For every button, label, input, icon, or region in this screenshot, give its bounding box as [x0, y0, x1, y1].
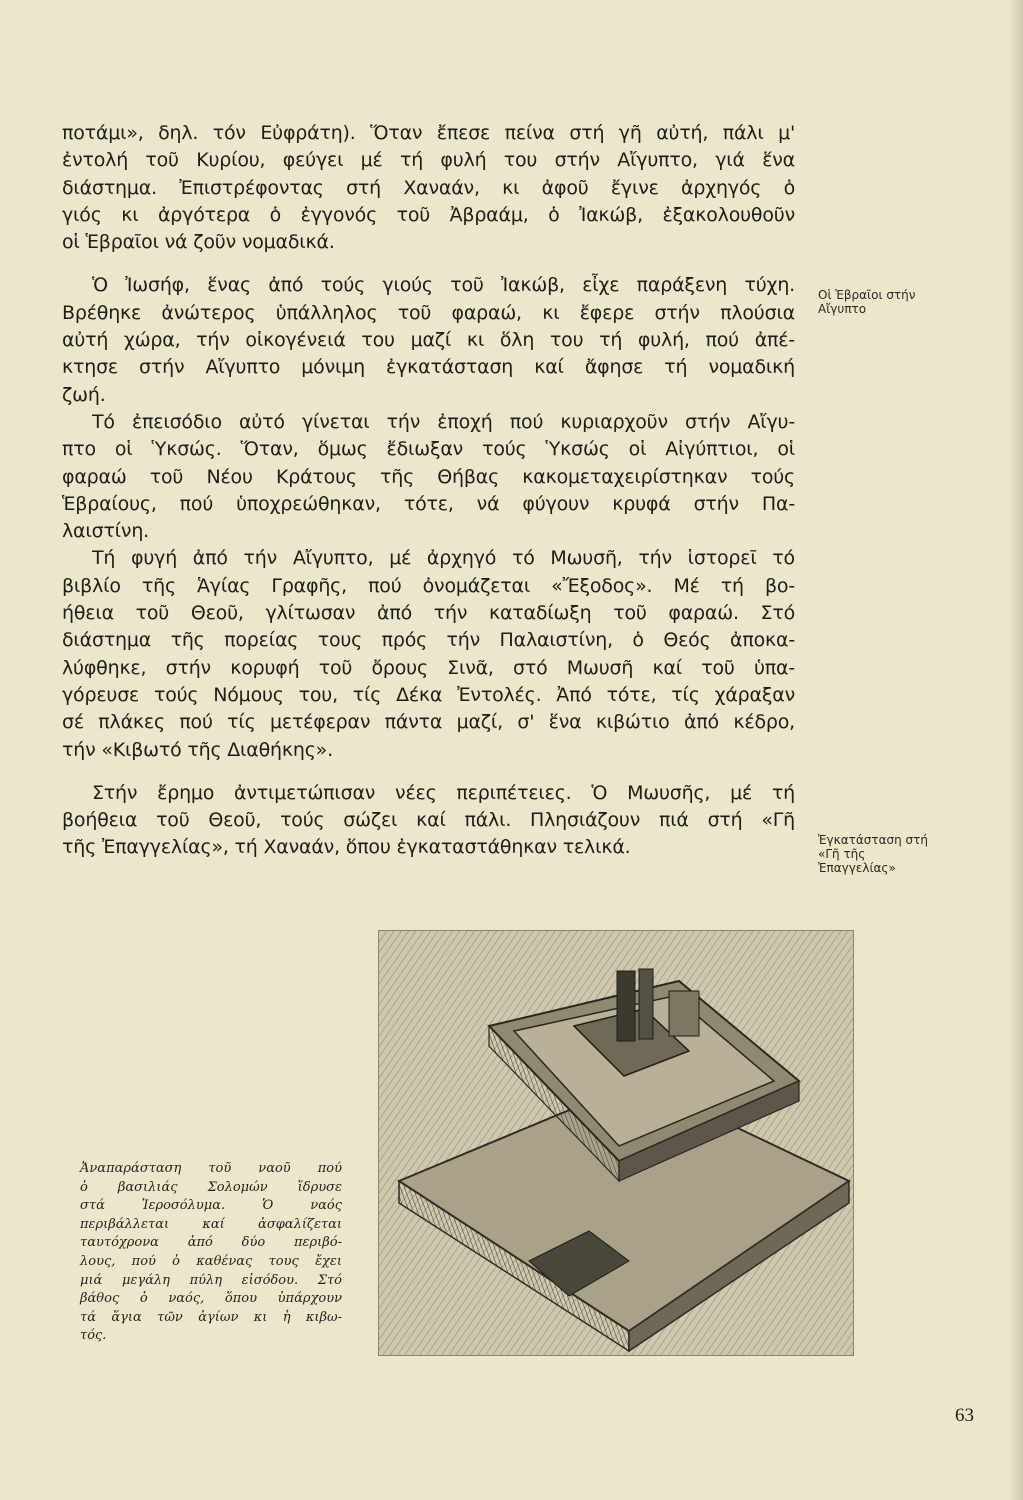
caption-line: βάθος ὁ ναός, ὅπου ὑπάρχουν: [80, 1291, 342, 1307]
text-line: τῆς Ἐπαγγελίας», τή Χαναάν, ὅπου ἐγκαταστάθηκαν τελικά.: [62, 836, 631, 859]
text-line: πτο οἱ Ὑκσώς. Ὅταν, ὅμως ἔδιωξαν τούς Ὑκσώς οἱ Αἰγύπτιοι, οἱ: [62, 438, 795, 461]
main-text: [62, 120, 795, 862]
paragraph-5: [62, 780, 795, 862]
text-line: ζωή.: [62, 383, 106, 406]
text-line: τήν «Κιβωτό τῆς Διαθήκης».: [62, 738, 333, 761]
margin-note-promised-land: Ἐγκατάσταση στή «Γῆ τῆς Ἐπαγγελίας»: [818, 833, 928, 875]
text-line: Ὁ Ἰωσήφ, ἕνας ἀπό τούς γιούς τοῦ Ἰακώβ, εἶχε παράξενη τύχη.: [92, 274, 795, 297]
binding-shadow: [1009, 0, 1023, 1500]
caption-line: στά Ἱεροσόλυμα. Ὁ ναός: [80, 1198, 342, 1214]
caption-line: λους, πού ὁ καθένας τους ἔχει: [80, 1253, 342, 1269]
paragraph-3: [62, 409, 795, 545]
paragraph-4: [62, 545, 795, 763]
temple-drawing: [379, 931, 853, 1355]
caption-line: μιά μεγάλη πύλη εἰσόδου. Στό: [80, 1272, 342, 1288]
text-line: διάστημα. Ἐπιστρέφοντας στή Χαναάν, κι ἀφοῦ ἔγινε ἀρχηγός ὁ: [62, 176, 795, 199]
text-line: Βρέθηκε ἀνώτερος ὑπάλληλος τοῦ φαραώ, κι ἔφερε στήν πλούσια: [62, 301, 795, 324]
page-number: 63: [955, 1405, 974, 1426]
text-line: λαιστίνη.: [62, 520, 150, 543]
text-line: Στήν ἔρημο ἀντιμετώπισαν νέες περιπέτειες. Ὁ Μωυσῆς, μέ τή: [92, 781, 795, 804]
text-line: ἐντολή τοῦ Κυρίου, φεύγει μέ τή φυλή του στήν Αἴγυπτο, γιά ἕνα: [62, 149, 795, 172]
text-line: ποτάμι», δηλ. τόν Εὐφράτη). Ὅταν ἔπεσε πείνα στή γῆ αὐτή, πάλι μ': [62, 122, 795, 144]
text-line: ήθεια τοῦ Θεοῦ, γλίτωσαν ἀπό τήν καταδίωξη τοῦ φαραώ. Στό: [62, 602, 795, 625]
text-line: γόρευσε τούς Νόμους του, τίς Δέκα Ἐντολές. Ἀπό τότε, τίς χάραξαν: [62, 683, 795, 706]
text-line: διάστημα τῆς πορείας τους πρός τήν Παλαιστίνη, ὁ Θεός ἀποκα-: [62, 629, 795, 652]
text-line: βοήθεια τοῦ Θεοῦ, τούς σώζει καί πάλι. Πλησιάζουν πιά στή «Γῆ: [62, 809, 795, 832]
text-line: οἱ Ἑβραῖοι νά ζοῦν νομαδικά.: [62, 231, 335, 254]
temple-illustration: [378, 930, 854, 1356]
caption-line: περιβάλλεται καί ἀσφαλίζεται: [80, 1216, 342, 1232]
text-line: Ἑβραίους, πού ὑποχρεώθηκαν, τότε, νά φύγουν κρυφά στήν Πα-: [62, 492, 795, 515]
caption-line: ταυτόχρονα ἀπό δύο περιβό-: [80, 1235, 342, 1251]
paragraph-1: [62, 120, 795, 256]
caption-line: τός.: [80, 1328, 107, 1344]
text-line: σέ πλάκες πού τίς μετέφεραν πάντα μαζί, σ' ἕνα κιβώτιο ἀπό κέδρο,: [62, 711, 795, 734]
caption-line: ὁ βασιλιάς Σολομών ἵδρυσε: [80, 1179, 342, 1195]
paragraph-2: [62, 272, 795, 408]
text-line: λύφθηκε, στήν κορυφή τοῦ ὄρους Σινᾶ, στό Μωυσῆ καί τοῦ ὑπα-: [62, 656, 795, 679]
caption-line: τά ἅγια τῶν ἁγίων κι ἡ κιβω-: [80, 1309, 342, 1325]
text-line: βιβλίο τῆς Ἁγίας Γραφῆς, πού ὀνομάζεται «Ἔξοδος». Μέ τή βο-: [62, 574, 795, 597]
text-line: Τή φυγή ἀπό τήν Αἴγυπτο, μέ ἀρχηγό τό Μωυσῆ, τήν ἱστορεῖ τό: [92, 547, 795, 570]
text-line: φαραώ τοῦ Νέου Κράτους τῆς Θήβας κακομεταχειρίστηκαν τούς: [62, 465, 795, 488]
text-line: αὐτή χώρα, τήν οἰκογένειά του μαζί κι ὅλη του τή φυλή, πού ἀπέ-: [62, 329, 795, 352]
text-line: Τό ἐπεισόδιο αὐτό γίνεται τήν ἐποχή πού κυριαρχοῦν στήν Αἴγυ-: [92, 410, 795, 433]
text-line: γιός κι ἀργότερα ὁ ἐγγονός τοῦ Ἀβραάμ, ὁ Ἰακώβ, ἐξακολουθοῦν: [62, 203, 795, 226]
margin-note-hebrews-in-egypt: Οἱ Ἑβραῖοι στήν Αἴγυπτο: [818, 288, 916, 316]
text-line: κτησε στήν Αἴγυπτο μόνιμη ἐγκατάσταση καί ἄφησε τή νομαδική: [62, 356, 795, 379]
figure-caption: [80, 1160, 342, 1346]
caption-line: Ἀναπαράσταση τοῦ ναοῦ πού: [80, 1161, 342, 1176]
